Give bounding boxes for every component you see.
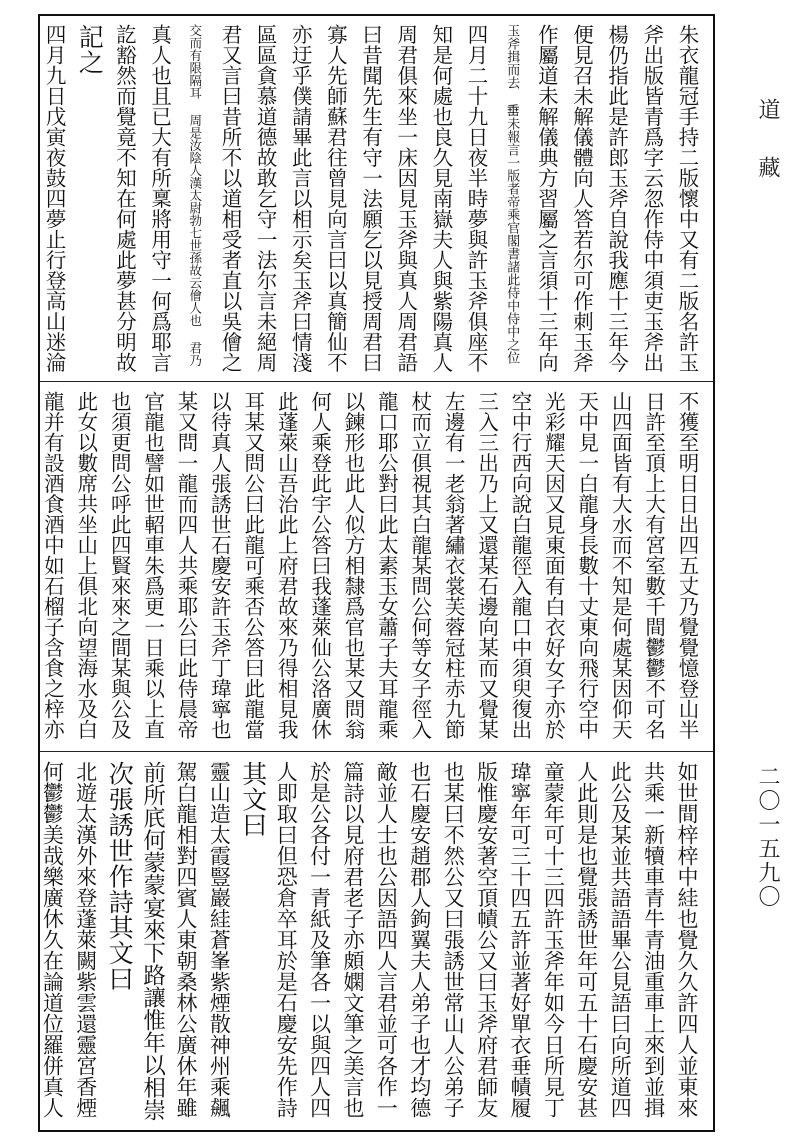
text-column: 其文曰 (238, 761, 268, 838)
text-column: 共乘一新犢車青牛青油重車上來到並揖 (641, 761, 666, 1118)
text-column: 童蒙年可十三四許玉斧年如今日所見丁 (541, 761, 566, 1118)
text-column: 斧出版皆青爲字云忽作侍中須吏玉斧出 (639, 24, 664, 373)
text-column: 亦迂乎僕請畢此言以相示矣玉斧曰情淺 (288, 24, 313, 373)
text-panel-bottom (40, 753, 713, 1130)
text-column: 次張誘世作詩其文曰 (105, 761, 135, 992)
text-column: 作屬道未解儀典方習屬之言須十三年向 (534, 24, 559, 373)
text-column: 玉斧揖而去 𡸁未報言一版者帝乘官閣書諸此侍中侍中之位 (504, 24, 520, 364)
text-column: 空中行西向說白龍徑入龍口中須臾復出 (508, 391, 532, 740)
text-column: 此公及某並共語語畢公見語曰向所道四 (608, 761, 633, 1118)
text-column: 耳某又問公曰此龍可乘否公答曰此龍當 (240, 391, 265, 740)
text-column: 四月九日戊寅夜鼓四夢止行登高山迷淪 (42, 24, 67, 373)
text-column: 版惟慶安著空頂幘公又曰玉斧府君師友 (474, 761, 499, 1118)
text-column: 某又問一龍而四人共乘耶公曰此侍晨帝 (174, 391, 198, 740)
text-column: 真人也且已大有所稟將用守一何爲耶言 (147, 24, 172, 373)
text-panel-middle (40, 383, 713, 751)
text-column: 此蓬萊山吾治此上府君故來乃得相見我 (274, 391, 299, 740)
text-column: 交而有限隔耳 周是汝陰人漢太尉勃七世孫故云儈人也 君乃 (187, 24, 203, 367)
text-column: 楊仍指此是許郎玉斧自說我應十三年今 (604, 24, 629, 373)
text-column: 篇詩以見府君老子亦頗嫻文筆之美言也 (341, 761, 365, 1118)
panel-divider-lower (40, 751, 713, 752)
text-column: 駕白龍相對四賓人東朝桑林公廣休年雖 (174, 761, 198, 1118)
text-column: 曰昔聞先生有守一法願乞以見授周君曰 (358, 24, 383, 373)
text-column: 靈山造太霞豎巖絓蒼峯紫煙散神州乘飆 (207, 761, 232, 1118)
text-column: 前所㡳何蒙蒙宴來下路讓惟年以相崇 (139, 761, 166, 1121)
text-column: 山四面皆有大水而不知是何處某因仰天 (608, 391, 633, 740)
text-column: 三入三出乃上又還某石邊向某而又覺某 (474, 391, 499, 740)
text-column: 不獲至明日日出四五丈乃覺覺憶登山半 (675, 391, 699, 740)
text-column: 官龍也譬如世軺車朱爲更一日乘以上直 (140, 391, 165, 740)
text-column: 朱衣龍冠手持二版懷中又有二版名許玉 (675, 24, 699, 373)
text-column: 日許至頂上大有宮室數千間鬱鬱不可名 (641, 391, 666, 740)
text-column: 也石慶安趙郡人鉤翼夫人弟子也才均德 (407, 761, 432, 1118)
text-column: 區區貪慕道德故敢乞守一法尔言未絕周 (253, 24, 278, 373)
panel-divider-upper (40, 381, 713, 382)
text-column: 何人乘登此宇公答曰我蓬萊仙公洛廣休 (307, 391, 332, 740)
text-column: 寡人先師蘇君往曾見向言曰以真簡仙不 (323, 24, 348, 373)
text-column: 左邊有一老翁著繡衣裳芙蓉冠柱赤九節 (441, 391, 466, 740)
text-column: 北遊太漢外來登蓬萊闕紫雲還靈宮香煙 (73, 761, 98, 1118)
text-column: 此女以數席共坐山上俱北向望海水及白 (73, 391, 98, 740)
text-column: 龍口耶公對曰此太素玉女蕭子夫耳龍乘 (374, 391, 399, 740)
text-column: 周君俱來坐一床因見玉斧與真人周君語 (393, 24, 418, 373)
text-column: 君又言曰昔所不以道相受者直以吳儈之 (217, 24, 242, 373)
text-column: 杖而立俱視其白龍某問公何等女子徑入 (407, 391, 432, 740)
text-column: 以鍊形也此人似方相隸爲官也某又問翁 (341, 391, 365, 740)
text-column: 訖豁然而覺竟不知在何處此夢甚分明故 (112, 24, 137, 373)
text-column: 如世間梓梓中絓也覺久久許四人並東來 (675, 761, 699, 1118)
text-column: 天中見一白龍身長數十丈東向飛行空中 (574, 391, 599, 740)
text-panel-top (40, 16, 713, 381)
text-column: 人此則是也覺張誘世年可五十石慶安甚 (574, 761, 599, 1118)
text-column: 光彩耀天因又見東面有白衣好女子亦於 (541, 391, 566, 740)
text-column: 敵並人士也公因語四人言君並可各作一 (374, 761, 399, 1118)
collection-title: 道藏 (755, 98, 780, 214)
text-column: 也某曰不然公又曰張誘世常山人公弟子 (441, 761, 466, 1118)
text-column: 四月二十九日夜半時夢與許玉斧俱座不 (464, 24, 489, 373)
text-column: 便見召未解儀體向人答若尔可作刺玉斧 (569, 24, 594, 373)
text-column: 也須更問公呼此四賢來來之間某與公及 (107, 391, 132, 740)
page-number: 二〇一五九〇 (755, 765, 780, 909)
text-column: 龍并有設酒食酒中如石榴子含食之梓亦 (40, 391, 65, 740)
text-column: 記之 (75, 24, 105, 76)
text-column: 人即取曰但恐倉卒耳於是石慶安先作詩 (274, 761, 299, 1118)
text-column: 何鬱鬱美哉樂廣休久在論道位羅併真人 (40, 761, 65, 1118)
text-column: 以待真人張誘世石慶安許玉斧丁瑋寧也 (207, 391, 232, 740)
text-column: 於是公各付一青紙及筆各一以與四人四 (307, 761, 332, 1118)
text-column: 知是何處也良久見南嶽夫人與紫陽真人 (428, 24, 453, 373)
text-column: 瑋寧年可三十四五許並著好單衣垂幘履 (508, 761, 532, 1118)
